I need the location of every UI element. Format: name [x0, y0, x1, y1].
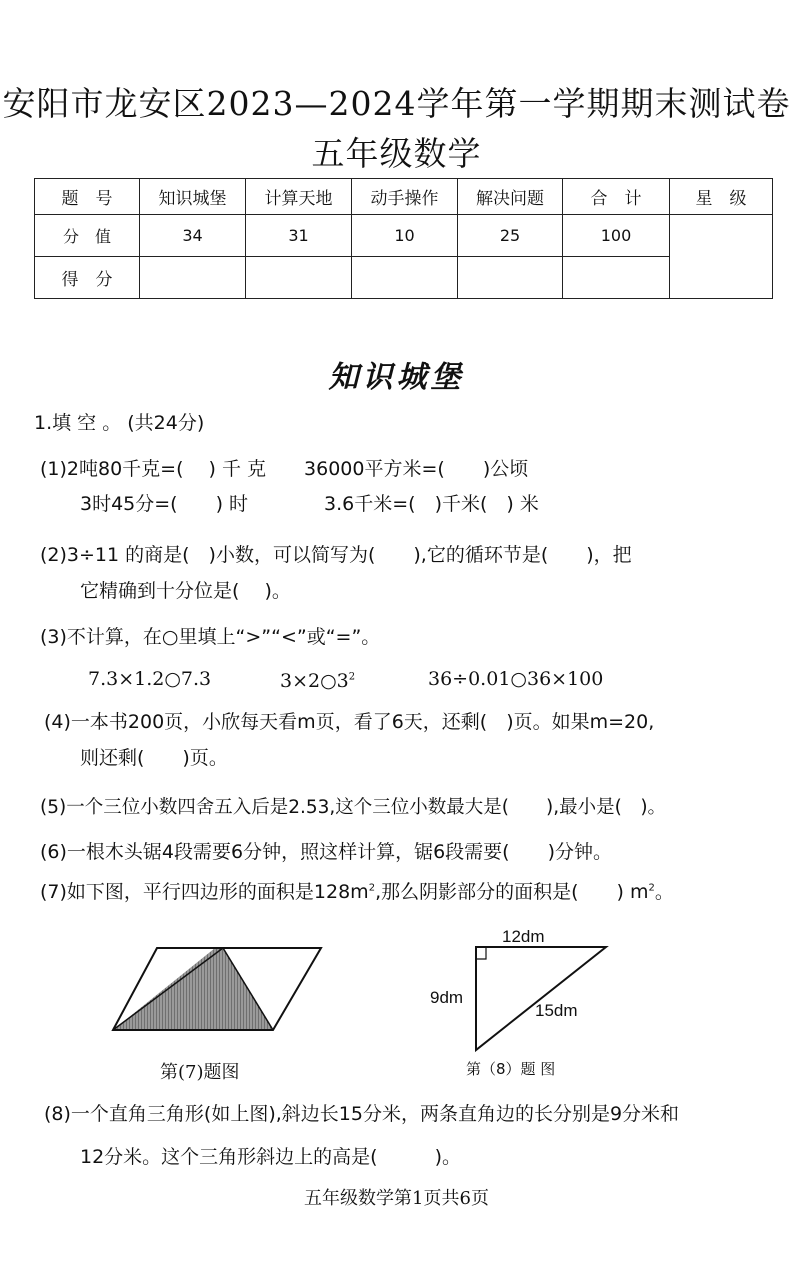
question-1-4-line2: 则还剩( )页。 [80, 747, 228, 769]
score-table [34, 178, 773, 299]
side-label-top: 12dm [502, 927, 545, 946]
question-1-5: (5)一个三位小数四舍五入后是2.53,这个三位小数最大是( ),最小是( )。 [40, 797, 667, 818]
score-cell [140, 257, 246, 299]
question-1-2-line2: 它精确到十分位是( )。 [80, 580, 291, 602]
score-table-score-row [35, 257, 773, 299]
header-cell: 计算天地 [246, 179, 352, 215]
question-1-7-end: 。 [654, 881, 674, 903]
exponent: 2 [348, 671, 356, 683]
question-1-1-line1: (1)2吨80千克=( ) 千 克 36000平方米=( )公顷 [40, 458, 529, 480]
question-1-4-line1: (4)一本书200页，小欣每天看m页，看了6天，还剩( )页。如果m=20, [44, 711, 655, 733]
value-cell: 100 [563, 215, 670, 257]
question-1-2-line1: (2)3÷11 的商是( )小数，可以简写为( ),它的循环节是( )，把 [40, 544, 632, 566]
exam-subtitle: 五年级数学 [311, 134, 482, 173]
score-table-value-row [35, 215, 773, 257]
compare-expression-2-base: 3×2○3 [280, 670, 349, 692]
question-1-8-line1: (8)一个直角三角形(如上图),斜边长15分米，两条直角边的长分别是9分米和 [44, 1103, 680, 1125]
compare-expression-2 [280, 670, 355, 692]
question-1-7 [40, 877, 674, 904]
question-1-7-text: (7)如下图，平行四边形的面积是128m [40, 881, 369, 903]
figure-8-caption: 第（8）题 图 [466, 1060, 556, 1078]
row-label: 分 值 [35, 215, 140, 257]
page-footer: 五年级数学第1页共6页 [304, 1188, 489, 1209]
value-cell: 10 [352, 215, 458, 257]
shaded-triangle [113, 948, 273, 1030]
header-cell: 知识城堡 [140, 179, 246, 215]
header-cell: 题 号 [35, 179, 140, 215]
parallelogram-figure [105, 940, 330, 1040]
side-label-left: 9dm [430, 988, 464, 1007]
question-1-3: (3)不计算，在○里填上“>”“<”或“=”。 [40, 626, 381, 648]
exponent: 2 [648, 882, 655, 894]
star-level-cell [670, 215, 773, 299]
value-cell: 34 [140, 215, 246, 257]
exponent: 2 [368, 882, 376, 894]
header-cell: 解决问题 [458, 179, 563, 215]
right-angle-mark [476, 947, 486, 959]
figure-7-caption: 第(7)题图 [160, 1062, 240, 1083]
question-1-8-line2: 12分米。这个三角形斜边上的高是( )。 [80, 1146, 462, 1168]
header-cell: 动手操作 [352, 179, 458, 215]
side-label-hypotenuse: 15dm [535, 1001, 578, 1020]
section-title: 知识城堡 [328, 360, 465, 395]
question-1-6: (6)一根木头锯4段需要6分钟，照这样计算，锯6段需要( )分钟。 [40, 841, 613, 863]
value-cell: 31 [246, 215, 352, 257]
score-cell [563, 257, 670, 299]
right-triangle-figure [470, 935, 610, 1055]
header-cell: 星 级 [670, 179, 773, 215]
exam-title: 安阳市龙安区2023—2024学年第一学期期末测试卷 [2, 84, 791, 123]
question-1-heading: 1.填 空 。 (共24分) [34, 412, 205, 434]
score-cell [352, 257, 458, 299]
question-1-7-tail: ,那么阴影部分的面积是( ) m [375, 881, 649, 903]
compare-expression-1: 7.3×1.2○7.3 [88, 668, 212, 690]
triangle-outline [476, 947, 606, 1050]
score-table-header-row [35, 179, 773, 215]
value-cell: 25 [458, 215, 563, 257]
compare-expression-3: 36÷0.01○36×100 [428, 668, 604, 690]
row-label: 得 分 [35, 257, 140, 299]
header-cell: 合 计 [563, 179, 670, 215]
question-1-1-line2: 3时45分=( ) 时 3.6千米=( )千米( ) 米 [80, 493, 539, 515]
score-cell [246, 257, 352, 299]
score-cell [458, 257, 563, 299]
